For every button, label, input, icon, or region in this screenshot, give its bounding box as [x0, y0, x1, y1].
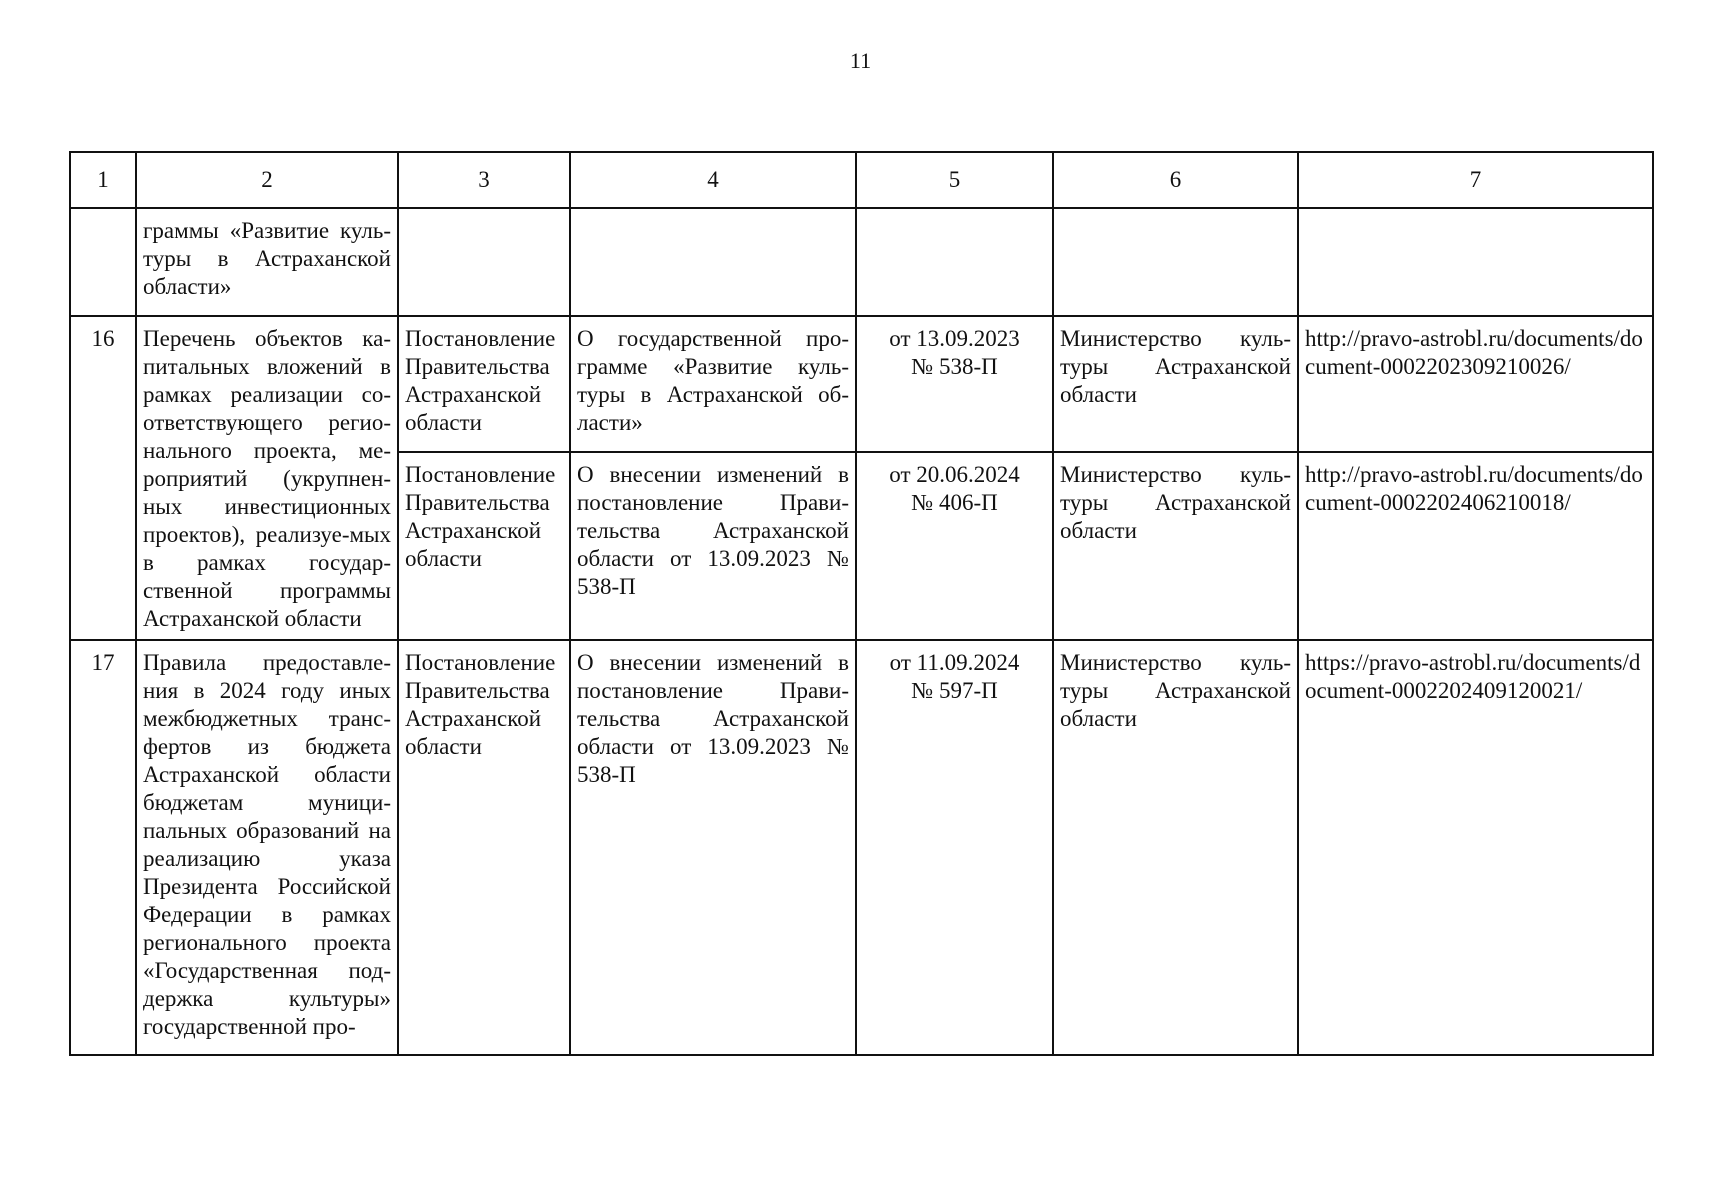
- authority-cell: [1053, 208, 1298, 316]
- row-number-cell: 17: [70, 640, 136, 1055]
- column-header-2: 2: [136, 152, 398, 208]
- act-type-cell: Постановление Правительства Астраханской области: [398, 452, 570, 640]
- act-date: от 11.09.2024: [889, 650, 1020, 675]
- column-header-1: 1: [70, 152, 136, 208]
- act-number: № 406-П: [911, 490, 998, 515]
- document-link[interactable]: http://pravo-astrobl.ru/documents/document-0002202309210026/: [1305, 326, 1643, 379]
- row-number-cell: 16: [70, 316, 136, 640]
- act-date-cell: [856, 208, 1053, 316]
- column-header-3: 3: [398, 152, 570, 208]
- table-row-continuation: [70, 208, 1653, 316]
- url-cell: [1298, 208, 1653, 316]
- act-number: № 597-П: [911, 678, 998, 703]
- item-name-cell: граммы «Развитие куль-туры в Астраханской области»: [136, 208, 398, 316]
- act-type-cell: [398, 208, 570, 316]
- act-date: от 20.06.2024: [889, 462, 1020, 487]
- document-table: [69, 151, 1654, 1056]
- column-header-6: 6: [1053, 152, 1298, 208]
- table-row: [70, 316, 1653, 452]
- act-title-cell: О внесении изменений в постановление Прави-тельства Астраханской области от 13.09.2023 № 538-П: [570, 452, 856, 640]
- url-cell: [1298, 452, 1653, 640]
- page-number: 11: [849, 48, 872, 73]
- act-title-cell: О государственной про-грамме «Развитие куль-туры в Астраханской об-ласти»: [570, 316, 856, 452]
- authority-cell: Министерство куль-туры Астраханской области: [1053, 316, 1298, 452]
- column-header-4: 4: [570, 152, 856, 208]
- authority-cell: Министерство куль-туры Астраханской области: [1053, 640, 1298, 1055]
- act-title-cell: О внесении изменений в постановление Прави-тельства Астраханской области от 13.09.2023 № 538-П: [570, 640, 856, 1055]
- url-cell: [1298, 640, 1653, 1055]
- column-header-5: 5: [856, 152, 1053, 208]
- row-number-cell: [70, 208, 136, 316]
- url-cell: [1298, 316, 1653, 452]
- authority-cell: Министерство куль-туры Астраханской области: [1053, 452, 1298, 640]
- act-date: от 13.09.2023: [889, 326, 1020, 351]
- act-type-cell: Постановление Правительства Астраханской области: [398, 316, 570, 452]
- act-date-cell: [856, 640, 1053, 1055]
- header-row: [70, 152, 1653, 208]
- column-header-7: 7: [1298, 152, 1653, 208]
- act-date-cell: [856, 316, 1053, 452]
- table-row: [70, 640, 1653, 1055]
- act-number: № 538-П: [911, 354, 998, 379]
- item-name-cell: Перечень объектов ка-питальных вложений в рамках реализации со-ответствующего регио-нального проекта, ме-роприятий (укрупнен-ных инвестиционных проектов), реализуе-мых в рамках государ-ственной программы Астраханской области: [136, 316, 398, 640]
- act-date-cell: [856, 452, 1053, 640]
- act-title-cell: [570, 208, 856, 316]
- act-type-cell: Постановление Правительства Астраханской области: [398, 640, 570, 1055]
- document-link[interactable]: https://pravo-astrobl.ru/documents/document-0002202409120021/: [1305, 650, 1641, 703]
- item-name-cell: Правила предоставле-ния в 2024 году иных межбюджетных транс-фертов из бюджета Астраханской области бюджетам муници-пальных образований на реализацию указа Президента Российской Федерации в рамках регионального проекта «Государственная под-держка культуры» государственной про-: [136, 640, 398, 1055]
- document-link[interactable]: http://pravo-astrobl.ru/documents/document-0002202406210018/: [1305, 462, 1643, 515]
